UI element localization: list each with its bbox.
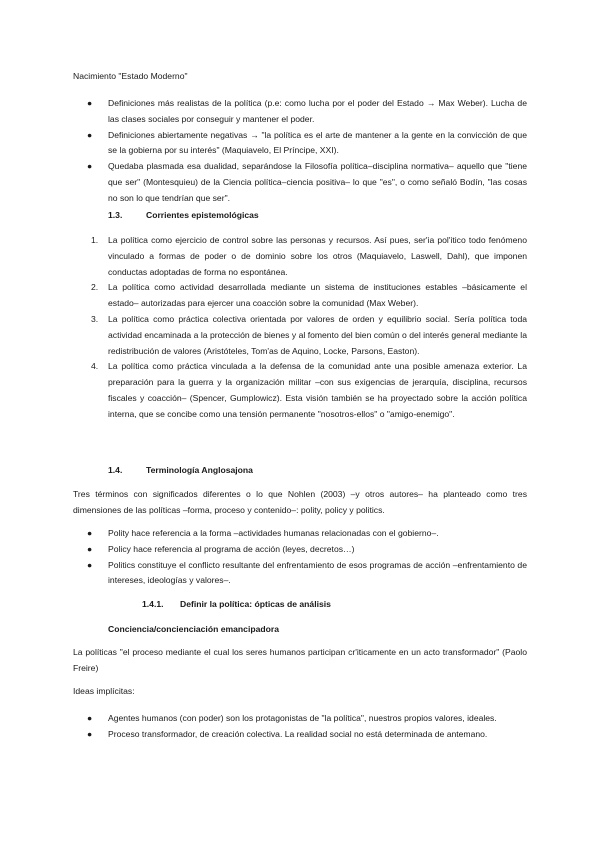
bullet-icon: ● — [87, 161, 93, 172]
section-heading-1-4-1: 1.4.1. Definir la política: ópticas de análisis — [142, 599, 331, 609]
list-item: ● Agentes humanos (con poder) son los protagonistas de "la política", nuestros propios valores, ideales. — [73, 711, 527, 727]
list-item: 4. La política como práctica vinculada a la defensa de la comunidad ante una posible amenaza exterior. La preparación para la guerra y la organización militar –con sus exigencias de jerarquía, disciplina, recursos fiscales y coacción– (Spencer, Gumplowicz). Esta visión también se ha proyectado sobre la acción política interna, que se concibe como una tensión permanente "nosotros-ellos" o "amigo-enemigo". — [91, 361, 527, 419]
list-item: 1. La política como ejercicio de control sobre las personas y recursos. Así pues, ser'ia pol'itico todo fenómeno vinculado a formas de poder o de dominio sobre los otros (Maquiavelo, Laswell, Dahl), que imponen conductas adoptadas de forma no espontánea. — [91, 235, 527, 277]
currents-numbered-list — [73, 233, 527, 423]
list-item: ● Politics constituye el conflicto resultante del enfrentamiento de esos programas de acción –enfrentamiento de intereses, ideologías y valores–. — [87, 559, 527, 586]
bullet-icon: ● — [87, 713, 93, 723]
ideas-label: Ideas implícitas: — [73, 686, 135, 696]
bullet-icon: ● — [87, 543, 93, 554]
anglo-bullet-list — [73, 526, 527, 589]
list-item: 2. La política como actividad desarrollada mediante un sistema de instituciones estables –básicamente el estado– autorizadas para ejercer una coacción sobre la comunidad (Max Weber). — [91, 282, 527, 309]
ideas-bullet-list — [73, 711, 527, 743]
list-item: ● Polity hace referencia a la forma –actividades humanas relacionadas con el gobierno–. — [73, 526, 527, 542]
list-item: ● Definiciones abiertamente negativas → "la política es el arte de mantener a la gente en la convicción de que se la gobierna por su interés" (Maquiavelo, El Príncipe, XXI). — [87, 129, 527, 156]
anglo-intro-paragraph: Tres términos con significados diferentes o lo que Nohlen (2003) –y otros autores– ha planteado como tres dimensiones de las políticas –forma, proceso y contenido–: polity, policy y politics. — [73, 489, 527, 515]
section-heading-1-4: 1.4. Terminología Anglosajona — [108, 465, 253, 475]
list-item: ● Quedaba plasmada esa dualidad, separándose la Filosofía política–disciplina normativa– aquello que "tiene que ser" (Montesquieu) de la Ciencia política–ciencia positiva– lo que "es", o como señaló Bodín, "las cosas no son lo que tendrían que ser". — [87, 161, 527, 203]
list-item: ● Policy hace referencia al programa de acción (leyes, decretos…) — [73, 542, 527, 558]
list-item: ● Proceso transformador, de creación colectiva. La realidad social no está determinada de antemano. — [73, 727, 527, 743]
bullet-icon: ● — [87, 528, 93, 538]
bullet-icon: ● — [87, 129, 93, 140]
intro-title: Nacimiento "Estado Moderno" — [73, 71, 188, 81]
intro-bullet-list — [73, 96, 527, 207]
section-heading-1-3: 1.3. Corrientes epistemológicas — [108, 210, 259, 220]
bullet-icon: ● — [87, 559, 93, 570]
list-item: 3. La política como práctica colectiva orientada por valores de orden y equilibrio social. Sería política toda actividad encaminada a la protección de bienes y al fomento del bien común o del interés general mediante la redistribución de valores (Aristóteles, Tom'as de Aquino, Locke, Parsons, Easton). — [91, 313, 527, 356]
freire-quote: La políticas "el proceso mediante el cual los seres humanos participan cr'iticamente en un acto transformador" (Paolo Freire) — [73, 647, 527, 673]
bullet-icon: ● — [87, 728, 93, 739]
subheading-conciencia: Conciencia/concienciación emancipadora — [108, 624, 279, 634]
bullet-icon: ● — [87, 98, 93, 108]
list-item: ● Definiciones más realistas de la política (p.e: como lucha por el poder del Estado → Max Weber). Lucha de las clases sociales por conseguir y mantener el poder. — [87, 98, 527, 124]
